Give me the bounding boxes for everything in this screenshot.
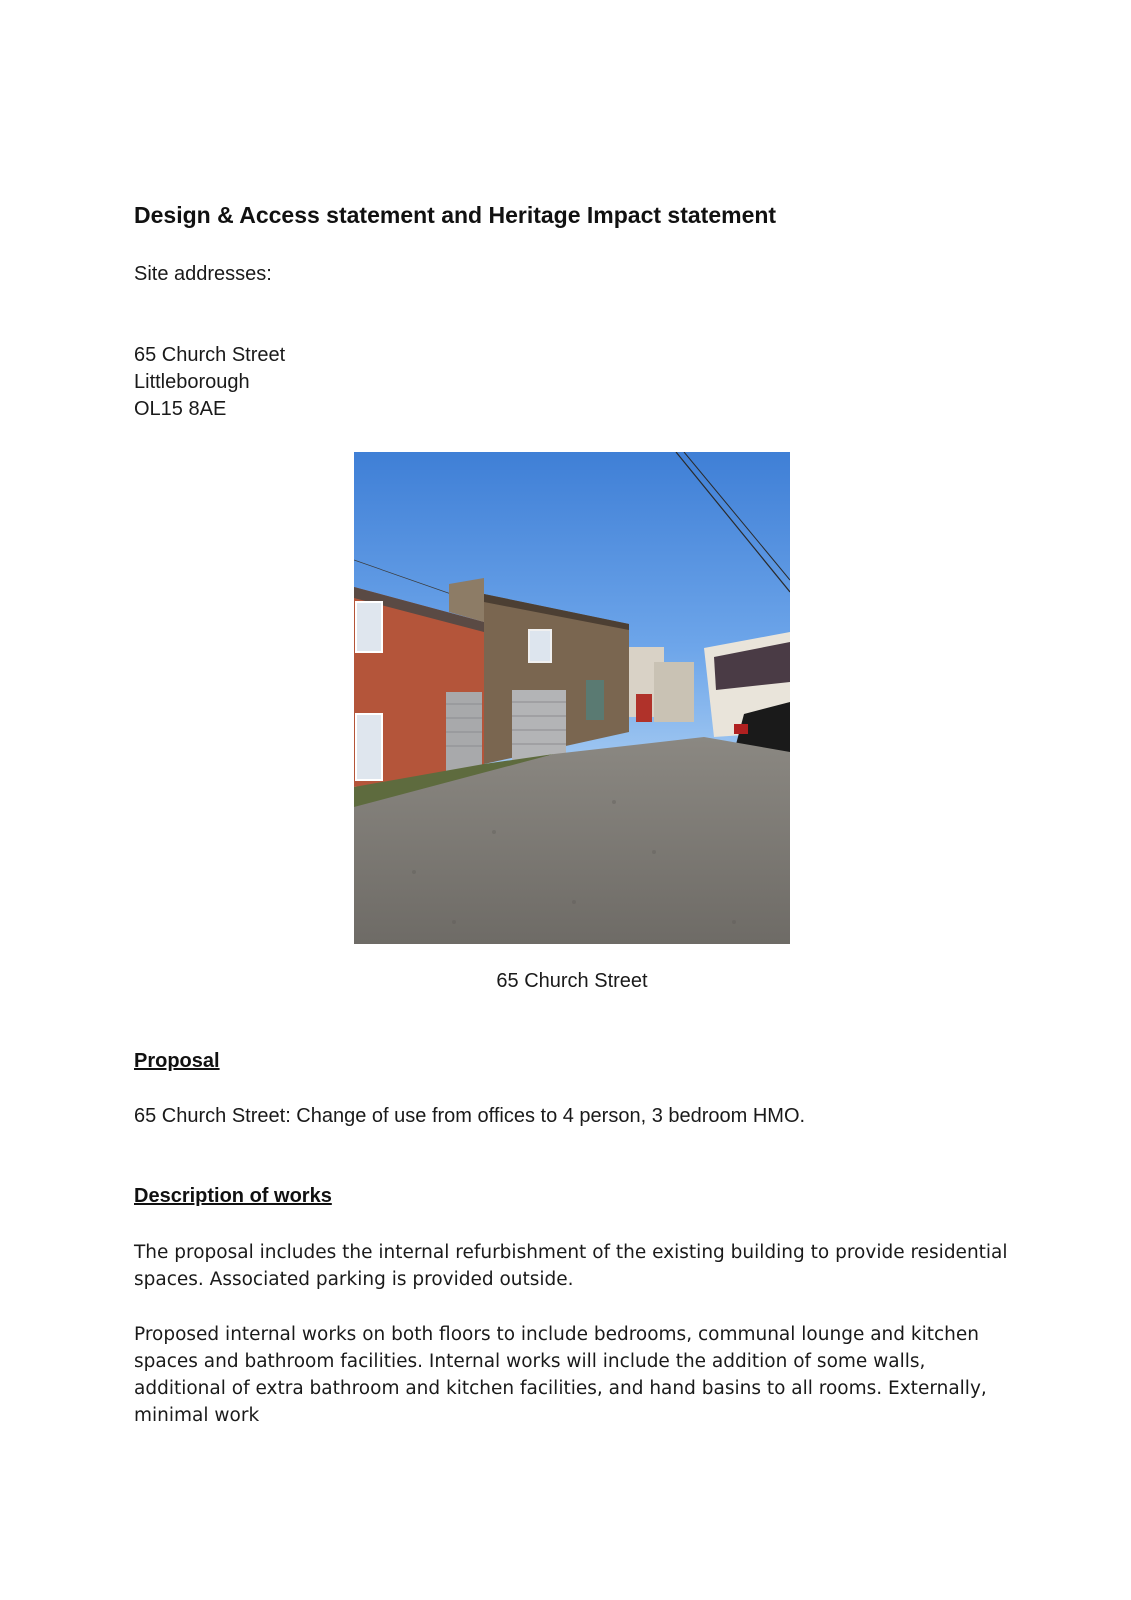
description-paragraph-2: Proposed internal works on both floors to include bedrooms, communal lounge and kitchen spaces and bathroom facilities. Internal works will include the addition of some walls, additional of extra bathroom and kitchen facilities, and hand basins to all rooms. Externally, minimal work xyxy=(134,1324,987,1426)
address-line-postcode: OL15 8AE xyxy=(134,398,227,420)
site-address xyxy=(134,342,285,423)
proposal-heading: Proposal xyxy=(134,1050,220,1072)
document-title: Design & Access statement and Heritage Impact statement xyxy=(134,202,777,228)
address-line-town: Littleborough xyxy=(134,371,250,393)
description-paragraph-1: The proposal includes the internal refurbishment of the existing building to provide residential spaces. Associated parking is provided outside. xyxy=(134,1242,1008,1290)
proposal-text: 65 Church Street: Change of use from offices to 4 person, 3 bedroom HMO. xyxy=(134,1105,806,1127)
description-heading: Description of works xyxy=(134,1185,332,1207)
street-photo xyxy=(354,452,790,944)
street-photo-icon xyxy=(354,452,790,944)
site-addresses-label: Site addresses: xyxy=(134,263,272,285)
address-line-street: 65 Church Street xyxy=(134,344,286,366)
photo-caption: 65 Church Street xyxy=(496,970,648,992)
